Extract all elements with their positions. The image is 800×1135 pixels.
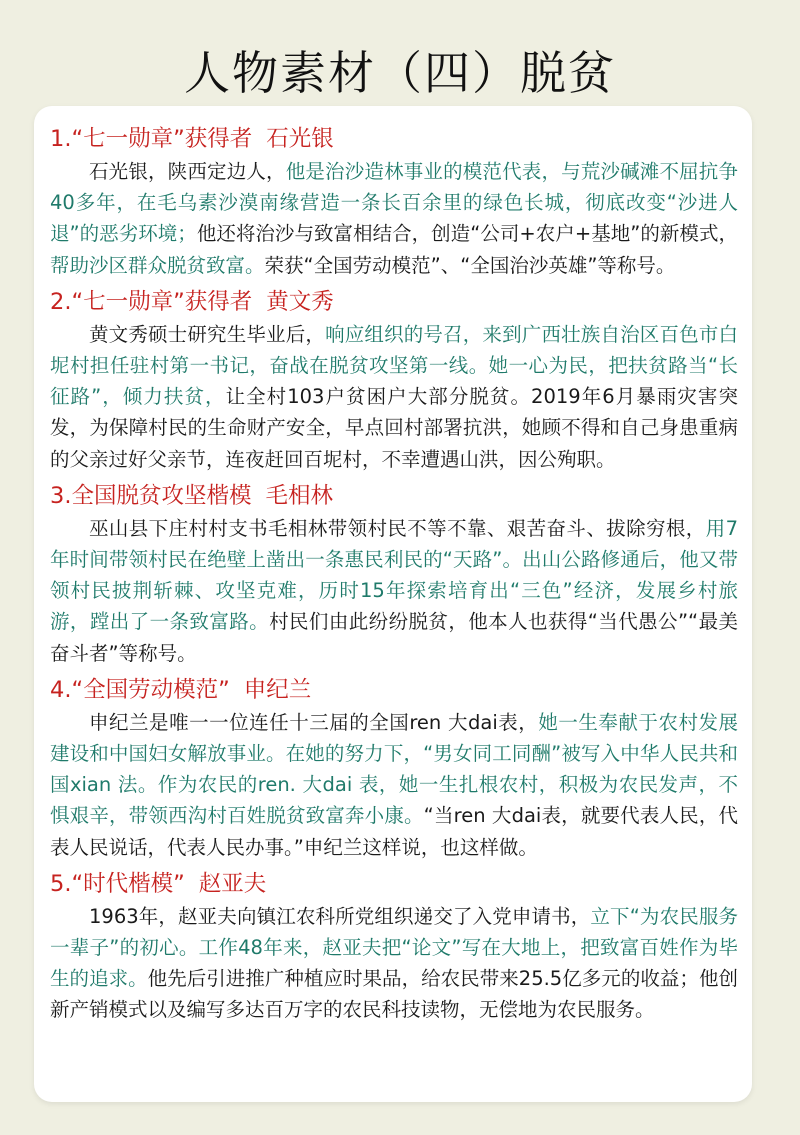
person-name: 赵亚夫 [198, 870, 267, 897]
section-paragraph [50, 513, 738, 669]
section-heading [50, 122, 738, 156]
text-segment: 村民们由此纷纷脱贫，他本人也获得“当代愚公”“最美奋斗者”等称号。 [50, 610, 738, 665]
section-heading-label: 3.全国脱贫攻坚楷模 [50, 482, 252, 509]
highlighted-text-segment: 帮助沙区群众脱贫致富。 [50, 253, 265, 277]
section-paragraph [50, 319, 738, 475]
section-heading-label: 5.“时代楷模” [50, 870, 185, 897]
section-heading-label: 2.“七一勋章”获得者 [50, 288, 253, 315]
section-heading [50, 867, 738, 901]
section-mao-xianglin [50, 479, 738, 669]
highlighted-text-segment: 立下“为农民服务一辈子”的初心。工作48年来，赵亚夫把“论文”写在大地上，把致富百姓作为毕生的追求。 [50, 904, 738, 991]
section-huang-wenxiu [50, 285, 738, 475]
text-segment: 他先后引进推广种植应时果品，给农民带来25.5亿多元的收益；他创新产销模式以及编写多达百万字的农民科技读物，无偿地为农民服务。 [50, 967, 738, 1022]
section-heading-label: 4.“全国劳动模范” [50, 676, 230, 703]
person-name: 申纪兰 [243, 676, 312, 703]
section-heading [50, 479, 738, 513]
section-heading-label: 1.“七一勋章”获得者 [50, 126, 253, 152]
person-name: 毛相林 [265, 482, 333, 509]
highlighted-text-segment: 他是治沙造林事业的模范代表，与荒沙碱滩不屈抗争40多年，在毛乌素沙漠南缘营造一条长百余里的绿色长城，彻底改变“沙进人退”的恶劣环境； [50, 160, 738, 246]
section-shen-jilan [50, 673, 738, 863]
person-name: 黄文秀 [266, 288, 334, 315]
section-zhao-yafu [50, 867, 738, 1026]
text-segment: 他还将治沙与致富相结合，创造“公司+农户+基地”的新模式， [196, 222, 738, 246]
text-segment: 荣获“全国劳动模范”、“全国治沙英雄”等称号。 [264, 253, 676, 277]
person-name: 石光银 [266, 126, 334, 152]
text-segment: 申纪兰是唯一一位连任十三届的全国ren 大dai表， [89, 710, 539, 734]
text-segment: 1963年，赵亚夫向镇江农科所党组织递交了入党申请书， [89, 904, 591, 928]
page-title: 人物素材（四）脱贫 [184, 46, 616, 100]
text-segment: 石光银，陕西定边人， [89, 160, 286, 183]
highlighted-text-segment: 响应组织的号召，来到广西壮族自治区百色市白坭村担任驻村第一书记，奋战在脱贫攻坚第一线。她一心为民，把扶贫路当“长征路”，倾力扶贫， [50, 322, 738, 409]
text-segment: 巫山县下庄村村支书毛相林带领村民不等不靠、艰苦奋斗、拔除穷根， [89, 516, 706, 540]
text-segment: “当ren 大dai表，就要代表人民，代表人民说话，代表人民办事。”申纪兰这样说，也这样做。 [50, 804, 738, 859]
section-heading [50, 673, 738, 707]
section-paragraph [50, 156, 738, 281]
highlighted-text-segment: 她一生奉献于农村发展建设和中国妇女解放事业。在她的努力下，“男女同工同酬”被写入中华人民共和国xian 法。作为农民的ren. 大dai 表，她一生扎根农村，积极为农民发声，不惧艰辛，带领西沟村百姓脱贫致富奔小康。 [50, 710, 738, 828]
text-segment: 让全村103户贫困户大部分脱贫。2019年6月暴雨灾害突发，为保障村民的生命财产安全，早点回村部署抗洪，她顾不得和自己身患重病的父亲过好父亲节，连夜赶回百坭村，不幸遭遇山洪，因公殉职。 [50, 385, 738, 471]
content-card [34, 106, 752, 1102]
section-paragraph [50, 707, 738, 863]
section-shi-guangyin [50, 122, 738, 281]
text-segment: 黄文秀硕士研究生毕业后， [89, 322, 326, 346]
section-heading [50, 285, 738, 319]
highlighted-text-segment: 用7年时间带领村民在绝壁上凿出一条惠民利民的“天路”。出山公路修通后，他又带领村民披荆斩棘、攻坚克难，历时15年探索培育出“三色”经济，发展乡村旅游，蹚出了一条致富路。 [50, 516, 738, 634]
section-paragraph [50, 901, 738, 1026]
